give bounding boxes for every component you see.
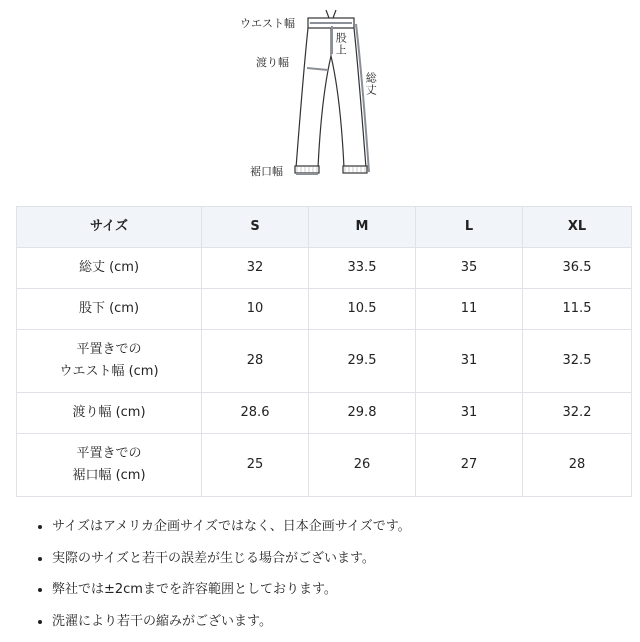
cell-value: 29.5 <box>309 330 416 393</box>
row-label: 渡り幅 (cm) <box>17 393 202 434</box>
pants-measurement-diagram <box>230 6 410 196</box>
row-label: 総丈 (cm) <box>17 248 202 289</box>
table-row <box>17 248 632 289</box>
cell-value: 35 <box>416 248 523 289</box>
cell-value: 32.2 <box>523 393 632 434</box>
row-label: 平置きでの 裾口幅 (cm) <box>17 434 202 497</box>
notes-list <box>16 516 640 642</box>
waist-label: ウエスト幅 <box>240 17 295 30</box>
row-label: 股下 (cm) <box>17 289 202 330</box>
cell-value: 25 <box>202 434 309 497</box>
row-label: 平置きでの ウエスト幅 (cm) <box>17 330 202 393</box>
rise-label: 股上 <box>334 32 347 56</box>
header-size-s: S <box>202 207 309 248</box>
header-size-label: サイズ <box>17 207 202 248</box>
cell-value: 10 <box>202 289 309 330</box>
table-row <box>17 393 632 434</box>
table-row <box>17 434 632 497</box>
cell-value: 33.5 <box>309 248 416 289</box>
table-header-row <box>17 207 632 248</box>
table-row <box>17 330 632 393</box>
cell-value: 28.6 <box>202 393 309 434</box>
cell-value: 28 <box>202 330 309 393</box>
cell-value: 11 <box>416 289 523 330</box>
cell-value: 29.8 <box>309 393 416 434</box>
size-table <box>16 206 632 497</box>
cell-value: 36.5 <box>523 248 632 289</box>
cell-value: 31 <box>416 393 523 434</box>
header-size-m: M <box>309 207 416 248</box>
list-item: • 弊社では±2cmまでを許容範囲としております。 <box>52 579 640 611</box>
list-item: • 洗濯により若干の縮みがございます。 <box>52 611 640 642</box>
cell-value: 32 <box>202 248 309 289</box>
list-item: • サイズはアメリカ企画サイズではなく、日本企画サイズです。 <box>52 516 640 548</box>
cell-value: 32.5 <box>523 330 632 393</box>
list-item: • 実際のサイズと若干の誤差が生じる場合がございます。 <box>52 548 640 580</box>
cell-value: 28 <box>523 434 632 497</box>
cell-value: 26 <box>309 434 416 497</box>
cell-value: 27 <box>416 434 523 497</box>
cell-value: 31 <box>416 330 523 393</box>
cell-value: 10.5 <box>309 289 416 330</box>
table-row <box>17 289 632 330</box>
length-label: 総丈 <box>364 72 377 96</box>
header-size-l: L <box>416 207 523 248</box>
cell-value: 11.5 <box>523 289 632 330</box>
thigh-label: 渡り幅 <box>256 56 289 69</box>
hem-label: 裾口幅 <box>250 165 283 178</box>
header-size-xl: XL <box>523 207 632 248</box>
